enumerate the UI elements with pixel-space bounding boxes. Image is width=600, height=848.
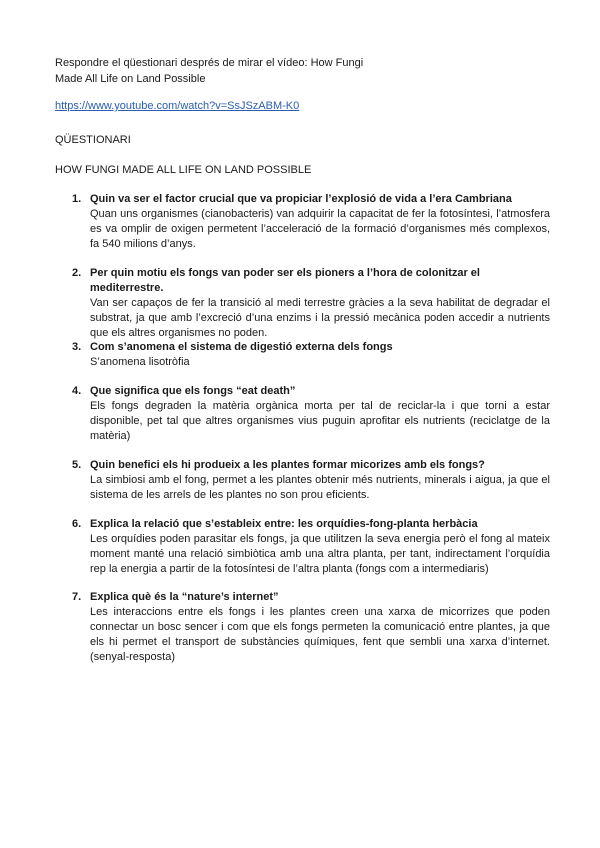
question-1 <box>72 192 550 252</box>
question-number: 7. <box>72 591 82 603</box>
question-text: Explica què és la “nature’s internet” <box>90 591 279 603</box>
question-text: Com s’anomena el sistema de digestió externa dels fongs <box>90 341 393 353</box>
answer-text: Van ser capaços de fer la transició al medi terrestre gràcies a la seva habilitat de degradar el substrat, ja que amb l’excreció d’una enzims i la pressió mecànica poden accedir a nutrients que els altres organismes no poden. <box>90 297 550 339</box>
question-number: 6. <box>72 518 82 530</box>
answer-text: Les interaccions entre els fongs i les plantes creen una xarxa de micorrizes que poden connectar un bosc sencer i com que els fongs permeten la comunicació entre plantes, ja que els hi permet el transport de substàncies químiques, fent que sembli una xarxa d’internet. (senyal-resposta) <box>90 606 550 663</box>
question-5 <box>72 458 550 503</box>
video-link[interactable]: https://www.youtube.com/watch?v=SsJSzABM-K0 <box>55 100 300 112</box>
intro-text <box>55 55 555 87</box>
questionnaire-heading: QÜESTIONARI <box>55 134 131 146</box>
intro-line-2: Made All Life on Land Possible <box>55 73 206 85</box>
question-4 <box>72 384 550 444</box>
video-title-heading: HOW FUNGI MADE ALL LIFE ON LAND POSSIBLE <box>55 164 312 176</box>
question-number: 4. <box>72 385 82 397</box>
question-number: 3. <box>72 341 82 353</box>
question-text: Que significa que els fongs “eat death” <box>90 385 296 397</box>
question-number: 1. <box>72 193 82 205</box>
question-3 <box>72 340 550 370</box>
question-text: Per quin motiu els fongs van poder ser els pioners a l’hora de colonitzar el mediterrestre. <box>90 267 480 294</box>
answer-text: Els fongs degraden la matèria orgànica morta per tal de reciclar-la i que torni a estar disponible, pet tal que altres organismes vius puguin aprofitar els nutrients (reciclatge de la matèria) <box>90 400 550 442</box>
question-text: Quin benefici els hi produeix a les plantes formar micorizes amb els fongs? <box>90 459 485 471</box>
question-2 <box>72 266 550 341</box>
question-number: 2. <box>72 267 82 279</box>
question-text: Explica la relació que s’estableix entre: les orquídies-fong-planta herbàcia <box>90 518 478 530</box>
question-number: 5. <box>72 459 82 471</box>
question-text: Quin va ser el factor crucial que va propiciar l’explosió de vida a l’era Cambriana <box>90 193 512 205</box>
question-6 <box>72 517 550 577</box>
intro-line-1: Respondre el qüestionari després de mirar el vídeo: How Fungi <box>55 57 364 69</box>
answer-text: Quan uns organismes (cianobacteris) van adquirir la capacitat de fer la fotosíntesi, l’atmosfera es va omplir de oxigen permetent l’acceleració de la formació d’organismes més complexos, fa 540 milions d’anys. <box>90 208 550 250</box>
question-7 <box>72 590 550 665</box>
answer-text: Les orquídies poden parasitar els fongs, ja que utilitzen la seva energia però el fong al mateix moment manté una relació simbiòtica amb una altra planta, per tant, indirectament l’orquídia rep la energia a partir de la fotosíntesi de l’altra planta (fongs com a intermediaris) <box>90 533 550 575</box>
answer-text: La simbiosi amb el fong, permet a les plantes obtenir més nutrients, minerals i aigua, ja que el sistema de les arrels de les plantes no son prou eficients. <box>90 474 550 501</box>
answer-text: S’anomena lisotròfia <box>90 356 190 368</box>
